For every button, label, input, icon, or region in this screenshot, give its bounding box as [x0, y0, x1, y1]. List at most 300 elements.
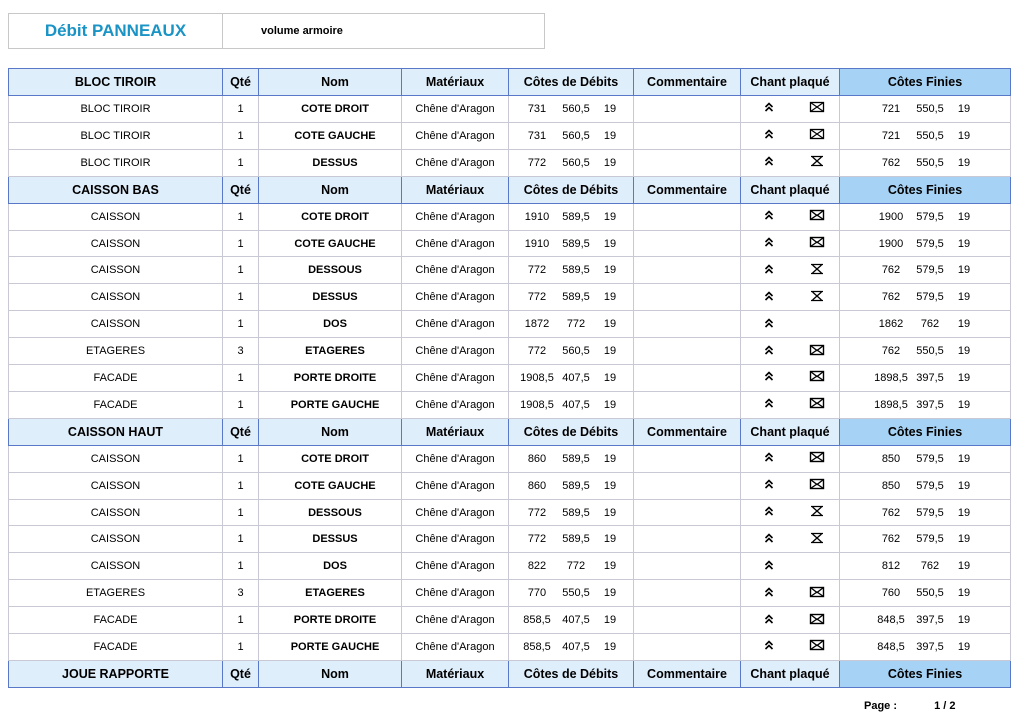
- debit-thickness: 19: [603, 156, 617, 169]
- debit-width: 407,5: [562, 371, 590, 384]
- finie-thickness: 19: [957, 452, 971, 465]
- debit-cell: [509, 203, 634, 230]
- debit-thickness: 19: [603, 533, 617, 546]
- finie-cell: [840, 634, 1011, 661]
- finie-thickness: 19: [957, 587, 971, 600]
- materiau-cell: Chêne d'Aragon: [402, 391, 509, 418]
- header-nom: Nom: [259, 418, 402, 445]
- qte-cell: 1: [223, 96, 259, 123]
- finie-length: 721: [881, 102, 901, 115]
- debit-width: 589,5: [562, 291, 590, 304]
- table-row: [9, 230, 1011, 257]
- debit-length: 772: [527, 345, 547, 358]
- qte-cell: 1: [223, 230, 259, 257]
- double-chevron-up-icon: [761, 236, 777, 251]
- nom-cell: ETAGERES: [259, 580, 402, 607]
- chant-cell: [741, 203, 840, 230]
- comment-cell: [634, 634, 741, 661]
- finie-cell: [840, 257, 1011, 284]
- finie-cell: [840, 122, 1011, 149]
- materiau-cell: Chêne d'Aragon: [402, 338, 509, 365]
- section-header-row: [9, 176, 1011, 203]
- qte-cell: 1: [223, 365, 259, 392]
- part-cell: ETAGERES: [9, 580, 223, 607]
- debit-length: 858,5: [523, 614, 551, 627]
- table-row: [9, 580, 1011, 607]
- double-chevron-up-icon: [761, 613, 777, 628]
- debit-cell: [509, 230, 634, 257]
- debit-thickness: 19: [603, 264, 617, 277]
- debit-length: 772: [527, 533, 547, 546]
- finie-length: 848,5: [877, 640, 905, 653]
- debit-width: 560,5: [562, 129, 590, 142]
- header-materiaux: Matériaux: [402, 660, 509, 687]
- finie-length: 1862: [878, 318, 904, 331]
- envelope-full-icon: [809, 344, 825, 359]
- finie-length: 850: [881, 479, 901, 492]
- page-subtitle: volume armoire: [261, 25, 343, 37]
- nom-cell: COTE DROIT: [259, 96, 402, 123]
- part-cell: FACADE: [9, 391, 223, 418]
- finie-cell: [840, 96, 1011, 123]
- chant-cell: [741, 499, 840, 526]
- header-chant-plaque: Chant plaqué: [741, 69, 840, 96]
- comment-cell: [634, 499, 741, 526]
- finie-length: 762: [881, 506, 901, 519]
- chant-cell: [741, 391, 840, 418]
- finie-thickness: 19: [957, 398, 971, 411]
- double-chevron-up-icon: [761, 155, 777, 170]
- page-number: 1 / 2: [934, 700, 956, 712]
- page-label: Page :: [864, 700, 898, 712]
- debit-cell: [509, 311, 634, 338]
- finie-cell: [840, 580, 1011, 607]
- qte-cell: 1: [223, 499, 259, 526]
- finie-cell: [840, 365, 1011, 392]
- header-materiaux: Matériaux: [402, 69, 509, 96]
- part-cell: BLOC TIROIR: [9, 149, 223, 176]
- debit-cell: [509, 149, 634, 176]
- chant-cell: [741, 338, 840, 365]
- envelope-full-icon: [809, 370, 825, 385]
- finie-width: 550,5: [916, 345, 944, 358]
- debit-width: 589,5: [562, 533, 590, 546]
- finie-thickness: 19: [957, 533, 971, 546]
- nom-cell: PORTE DROITE: [259, 607, 402, 634]
- finie-length: 762: [881, 533, 901, 546]
- materiau-cell: Chêne d'Aragon: [402, 203, 509, 230]
- table-row: [9, 553, 1011, 580]
- debit-length: 1910: [524, 237, 550, 250]
- part-cell: FACADE: [9, 607, 223, 634]
- comment-cell: [634, 149, 741, 176]
- debit-length: 731: [527, 102, 547, 115]
- header-nom: Nom: [259, 660, 402, 687]
- debit-cell: [509, 96, 634, 123]
- debit-width: 589,5: [562, 506, 590, 519]
- chant-cell: [741, 257, 840, 284]
- part-cell: CAISSON: [9, 526, 223, 553]
- part-cell: CAISSON: [9, 230, 223, 257]
- header-chant-plaque: Chant plaqué: [741, 176, 840, 203]
- nom-cell: DESSUS: [259, 526, 402, 553]
- double-chevron-up-icon: [761, 451, 777, 466]
- part-cell: CAISSON: [9, 284, 223, 311]
- qte-cell: 3: [223, 580, 259, 607]
- materiau-cell: Chêne d'Aragon: [402, 149, 509, 176]
- finie-cell: [840, 445, 1011, 472]
- debit-thickness: 19: [603, 129, 617, 142]
- header-cotes-debits: Côtes de Débits: [509, 176, 634, 203]
- comment-cell: [634, 553, 741, 580]
- finie-cell: [840, 338, 1011, 365]
- finie-cell: [840, 499, 1011, 526]
- finie-cell: [840, 526, 1011, 553]
- finie-cell: [840, 230, 1011, 257]
- part-cell: FACADE: [9, 365, 223, 392]
- finie-cell: [840, 472, 1011, 499]
- debit-thickness: 19: [603, 318, 617, 331]
- finie-width: 397,5: [916, 371, 944, 384]
- nom-cell: DESSOUS: [259, 257, 402, 284]
- header-cotes-debits: Côtes de Débits: [509, 660, 634, 687]
- table-row: [9, 634, 1011, 661]
- qte-cell: 1: [223, 391, 259, 418]
- finie-thickness: 19: [957, 156, 971, 169]
- double-chevron-up-icon: [761, 128, 777, 143]
- finie-thickness: 19: [957, 479, 971, 492]
- finie-cell: [840, 284, 1011, 311]
- finie-width: 579,5: [916, 237, 944, 250]
- part-cell: FACADE: [9, 634, 223, 661]
- debit-length: 772: [527, 291, 547, 304]
- debit-length: 822: [527, 560, 547, 573]
- finie-width: 550,5: [916, 587, 944, 600]
- finie-cell: [840, 391, 1011, 418]
- comment-cell: [634, 472, 741, 499]
- envelope-full-icon: [809, 397, 825, 412]
- table-row: [9, 149, 1011, 176]
- debit-thickness: 19: [603, 291, 617, 304]
- qte-cell: 1: [223, 149, 259, 176]
- finie-thickness: 19: [957, 640, 971, 653]
- section-title: CAISSON HAUT: [9, 418, 223, 445]
- debit-thickness: 19: [603, 560, 617, 573]
- comment-cell: [634, 580, 741, 607]
- table-row: [9, 472, 1011, 499]
- table-body: [9, 69, 1011, 688]
- debit-cell: [509, 580, 634, 607]
- nom-cell: DOS: [259, 311, 402, 338]
- chant-cell: [741, 96, 840, 123]
- header-cotes-finies: Côtes Finies: [840, 176, 1011, 203]
- header-materiaux: Matériaux: [402, 176, 509, 203]
- qte-cell: 1: [223, 311, 259, 338]
- finie-width: 579,5: [916, 452, 944, 465]
- finie-thickness: 19: [957, 371, 971, 384]
- qte-cell: 1: [223, 553, 259, 580]
- part-cell: BLOC TIROIR: [9, 96, 223, 123]
- double-chevron-up-icon: [761, 209, 777, 224]
- debit-width: 589,5: [562, 452, 590, 465]
- finie-width: 397,5: [916, 398, 944, 411]
- page-title: Débit PANNEAUX: [9, 14, 223, 48]
- finie-length: 762: [881, 291, 901, 304]
- debit-thickness: 19: [603, 102, 617, 115]
- finie-width: 550,5: [916, 156, 944, 169]
- debit-cell: [509, 526, 634, 553]
- debit-length: 1908,5: [520, 371, 554, 384]
- double-chevron-up-icon: [761, 559, 777, 574]
- part-cell: CAISSON: [9, 472, 223, 499]
- comment-cell: [634, 311, 741, 338]
- debit-cell: [509, 499, 634, 526]
- chant-cell: [741, 634, 840, 661]
- nom-cell: DESSUS: [259, 284, 402, 311]
- nom-cell: PORTE GAUCHE: [259, 634, 402, 661]
- finie-thickness: 19: [957, 210, 971, 223]
- debit-length: 1872: [524, 318, 550, 331]
- qte-cell: 1: [223, 607, 259, 634]
- materiau-cell: Chêne d'Aragon: [402, 311, 509, 338]
- finie-width: 762: [920, 318, 940, 331]
- double-chevron-up-icon: [761, 478, 777, 493]
- qte-cell: 3: [223, 338, 259, 365]
- comment-cell: [634, 230, 741, 257]
- materiau-cell: Chêne d'Aragon: [402, 499, 509, 526]
- finie-thickness: 19: [957, 264, 971, 277]
- table-row: [9, 445, 1011, 472]
- materiau-cell: Chêne d'Aragon: [402, 634, 509, 661]
- table-row: [9, 311, 1011, 338]
- materiau-cell: Chêne d'Aragon: [402, 607, 509, 634]
- finie-width: 762: [920, 560, 940, 573]
- section-title: CAISSON BAS: [9, 176, 223, 203]
- debit-cell: [509, 122, 634, 149]
- hourglass-icon: [809, 263, 825, 278]
- nom-cell: PORTE GAUCHE: [259, 391, 402, 418]
- debit-thickness: 19: [603, 614, 617, 627]
- nom-cell: DESSOUS: [259, 499, 402, 526]
- debit-width: 589,5: [562, 210, 590, 223]
- debit-cell: [509, 472, 634, 499]
- section-header-row: [9, 418, 1011, 445]
- nom-cell: COTE GAUCHE: [259, 472, 402, 499]
- double-chevron-up-icon: [761, 317, 777, 332]
- debit-cell: [509, 553, 634, 580]
- hourglass-icon: [809, 155, 825, 170]
- part-cell: CAISSON: [9, 445, 223, 472]
- finie-thickness: 19: [957, 506, 971, 519]
- finie-length: 850: [881, 452, 901, 465]
- nom-cell: COTE GAUCHE: [259, 122, 402, 149]
- nom-cell: COTE DROIT: [259, 203, 402, 230]
- materiau-cell: Chêne d'Aragon: [402, 230, 509, 257]
- nom-cell: ETAGERES: [259, 338, 402, 365]
- finie-width: 579,5: [916, 210, 944, 223]
- debit-cell: [509, 338, 634, 365]
- materiau-cell: Chêne d'Aragon: [402, 96, 509, 123]
- envelope-full-icon: [809, 451, 825, 466]
- chant-cell: [741, 122, 840, 149]
- qte-cell: 1: [223, 284, 259, 311]
- chant-cell: [741, 284, 840, 311]
- envelope-full-icon: [809, 586, 825, 601]
- title-box: [8, 13, 545, 49]
- part-cell: CAISSON: [9, 553, 223, 580]
- materiau-cell: Chêne d'Aragon: [402, 580, 509, 607]
- envelope-full-icon: [809, 639, 825, 654]
- header-commentaire: Commentaire: [634, 69, 741, 96]
- debit-length: 860: [527, 479, 547, 492]
- table-row: [9, 526, 1011, 553]
- double-chevron-up-icon: [761, 639, 777, 654]
- debit-cell: [509, 365, 634, 392]
- debit-cell: [509, 607, 634, 634]
- finie-thickness: 19: [957, 129, 971, 142]
- part-cell: BLOC TIROIR: [9, 122, 223, 149]
- finie-cell: [840, 203, 1011, 230]
- debit-width: 589,5: [562, 237, 590, 250]
- finie-length: 762: [881, 264, 901, 277]
- chant-cell: [741, 580, 840, 607]
- hourglass-icon: [809, 505, 825, 520]
- debit-thickness: 19: [603, 237, 617, 250]
- finie-length: 721: [881, 129, 901, 142]
- header-commentaire: Commentaire: [634, 418, 741, 445]
- debit-thickness: 19: [603, 506, 617, 519]
- debit-thickness: 19: [603, 210, 617, 223]
- debit-cell: [509, 391, 634, 418]
- qte-cell: 1: [223, 634, 259, 661]
- finie-length: 762: [881, 345, 901, 358]
- finie-length: 760: [881, 587, 901, 600]
- debit-width: 407,5: [562, 640, 590, 653]
- debit-width: 550,5: [562, 587, 590, 600]
- header-nom: Nom: [259, 176, 402, 203]
- chant-cell: [741, 311, 840, 338]
- finie-cell: [840, 311, 1011, 338]
- section-title: JOUE RAPPORTE: [9, 660, 223, 687]
- header-cotes-finies: Côtes Finies: [840, 69, 1011, 96]
- chant-cell: [741, 149, 840, 176]
- finie-width: 579,5: [916, 479, 944, 492]
- debit-length: 1910: [524, 210, 550, 223]
- comment-cell: [634, 257, 741, 284]
- debit-thickness: 19: [603, 398, 617, 411]
- debit-length: 772: [527, 264, 547, 277]
- chant-cell: [741, 526, 840, 553]
- finie-width: 550,5: [916, 102, 944, 115]
- finie-length: 812: [881, 560, 901, 573]
- part-cell: ETAGERES: [9, 338, 223, 365]
- header-commentaire: Commentaire: [634, 660, 741, 687]
- header-chant-plaque: Chant plaqué: [741, 660, 840, 687]
- finie-thickness: 19: [957, 102, 971, 115]
- debit-length: 731: [527, 129, 547, 142]
- double-chevron-up-icon: [761, 344, 777, 359]
- finie-cell: [840, 553, 1011, 580]
- double-chevron-up-icon: [761, 101, 777, 116]
- debit-thickness: 19: [603, 479, 617, 492]
- envelope-x-icon: [809, 128, 825, 143]
- table-row: [9, 499, 1011, 526]
- envelope-full-icon: [809, 209, 825, 224]
- finie-width: 579,5: [916, 506, 944, 519]
- finie-thickness: 19: [957, 345, 971, 358]
- nom-cell: COTE GAUCHE: [259, 230, 402, 257]
- comment-cell: [634, 526, 741, 553]
- materiau-cell: Chêne d'Aragon: [402, 365, 509, 392]
- finie-thickness: 19: [957, 560, 971, 573]
- comment-cell: [634, 607, 741, 634]
- nom-cell: DOS: [259, 553, 402, 580]
- debit-length: 858,5: [523, 640, 551, 653]
- chant-cell: [741, 553, 840, 580]
- finie-length: 762: [881, 156, 901, 169]
- section-header-row: [9, 69, 1011, 96]
- debit-thickness: 19: [603, 371, 617, 384]
- section-title: BLOC TIROIR: [9, 69, 223, 96]
- materiau-cell: Chêne d'Aragon: [402, 472, 509, 499]
- header-nom: Nom: [259, 69, 402, 96]
- debit-cell: [509, 284, 634, 311]
- part-cell: CAISSON: [9, 203, 223, 230]
- materiau-cell: Chêne d'Aragon: [402, 553, 509, 580]
- header-cotes-finies: Côtes Finies: [840, 418, 1011, 445]
- debit-length: 772: [527, 506, 547, 519]
- qte-cell: 1: [223, 526, 259, 553]
- qte-cell: 1: [223, 203, 259, 230]
- finie-thickness: 19: [957, 614, 971, 627]
- header-qte: Qté: [223, 660, 259, 687]
- finie-width: 579,5: [916, 291, 944, 304]
- debit-width: 589,5: [562, 264, 590, 277]
- envelope-full-icon: [809, 613, 825, 628]
- part-cell: CAISSON: [9, 311, 223, 338]
- double-chevron-up-icon: [761, 370, 777, 385]
- table-row: [9, 338, 1011, 365]
- header-cotes-debits: Côtes de Débits: [509, 418, 634, 445]
- double-chevron-up-icon: [761, 505, 777, 520]
- header-materiaux: Matériaux: [402, 418, 509, 445]
- chant-cell: [741, 607, 840, 634]
- debit-length: 770: [527, 587, 547, 600]
- header-commentaire: Commentaire: [634, 176, 741, 203]
- debit-thickness: 19: [603, 640, 617, 653]
- nom-cell: COTE DROIT: [259, 445, 402, 472]
- header-qte: Qté: [223, 176, 259, 203]
- comment-cell: [634, 445, 741, 472]
- finie-length: 1900: [878, 210, 904, 223]
- materiau-cell: Chêne d'Aragon: [402, 526, 509, 553]
- table-row: [9, 284, 1011, 311]
- debit-thickness: 19: [603, 345, 617, 358]
- chant-cell: [741, 472, 840, 499]
- debit-cell: [509, 634, 634, 661]
- comment-cell: [634, 96, 741, 123]
- header-cotes-finies: Côtes Finies: [840, 660, 1011, 687]
- materiau-cell: Chêne d'Aragon: [402, 122, 509, 149]
- finie-width: 397,5: [916, 614, 944, 627]
- chant-cell: [741, 365, 840, 392]
- debit-length: 772: [527, 156, 547, 169]
- comment-cell: [634, 122, 741, 149]
- table-row: [9, 96, 1011, 123]
- finie-width: 579,5: [916, 533, 944, 546]
- comment-cell: [634, 365, 741, 392]
- double-chevron-up-icon: [761, 263, 777, 278]
